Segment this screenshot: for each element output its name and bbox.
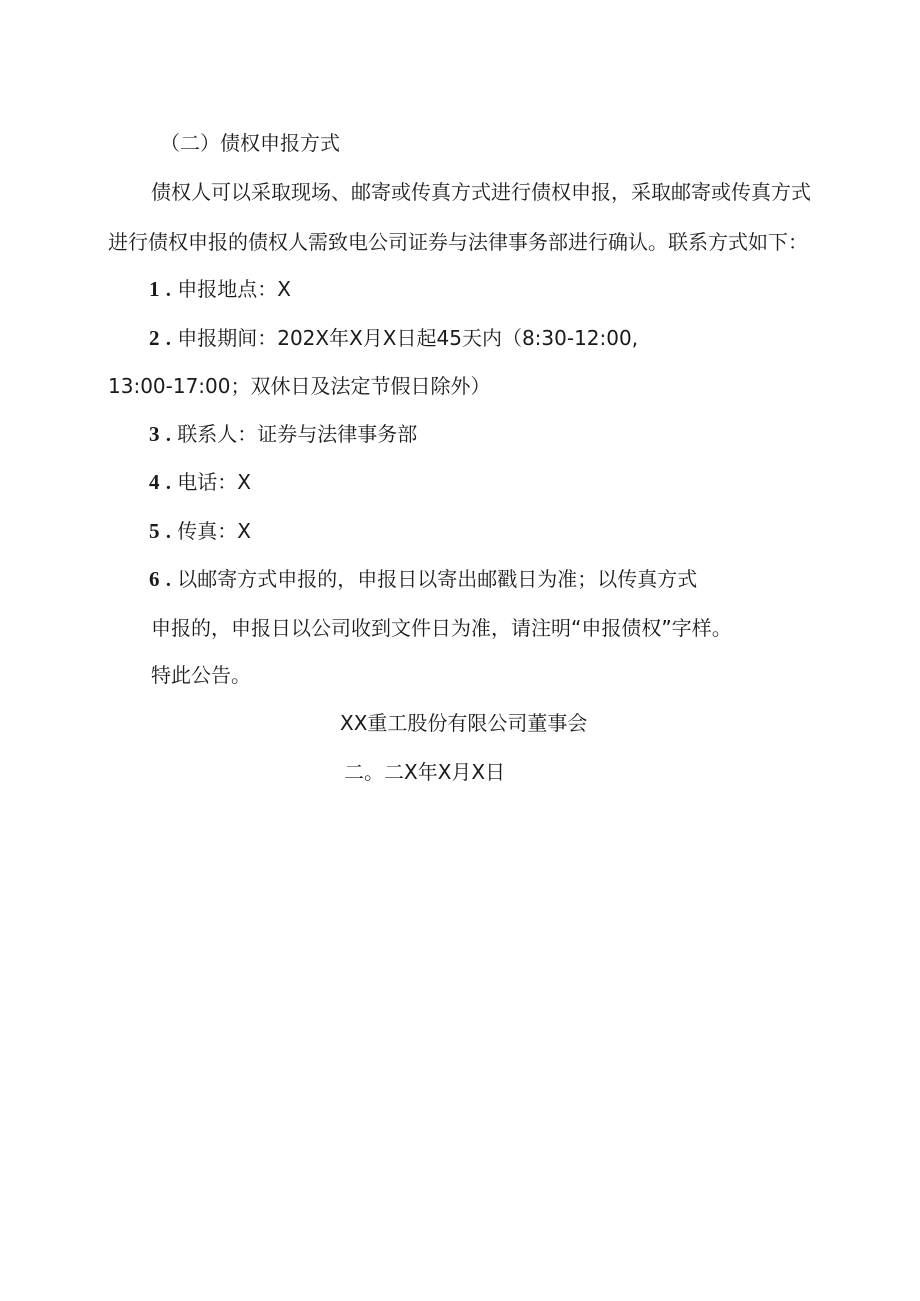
list-item-period-continuation: 13:00-17:00；双休日及法定节假日除外） xyxy=(108,374,491,398)
section-heading: （二）债权申报方式 xyxy=(160,131,340,155)
item-text: 联系人：证券与法律事务部 xyxy=(177,422,418,446)
intro-paragraph-line-1: 债权人可以采取现场、邮寄或传真方式进行债权申报，采取邮寄或传真方式 xyxy=(151,180,811,204)
signature-date: 二。二X年X月X日 xyxy=(344,760,506,784)
item-separator: . xyxy=(165,424,171,446)
item-number: 3 xyxy=(149,422,160,446)
item-separator: . xyxy=(165,569,171,591)
list-item-submission-rule-continuation: 申报的，申报日以公司收到文件日为准，请注明“申报债权”字样。 xyxy=(151,616,732,640)
signer-name: XX重工股份有限公司董事会 xyxy=(340,711,588,735)
item-number: 2 xyxy=(149,326,160,350)
item-separator: . xyxy=(165,521,171,543)
list-item-fax xyxy=(149,517,251,546)
list-item-submission-rule xyxy=(149,565,697,594)
item-text: 申报地点：X xyxy=(177,277,291,301)
item-separator: . xyxy=(165,328,171,350)
item-number: 1 xyxy=(149,277,160,301)
list-item-contact xyxy=(149,420,417,449)
item-text: 电话：X xyxy=(177,470,251,494)
item-number: 4 xyxy=(149,470,160,494)
item-separator: . xyxy=(165,279,171,301)
closing-statement: 特此公告。 xyxy=(151,663,251,687)
item-text: 传真：X xyxy=(177,519,251,543)
item-number: 5 xyxy=(149,519,160,543)
item-text: 申报期间：202X年X月X日起45天内（8:30-12:00, xyxy=(177,326,639,350)
item-text: 以邮寄方式申报的，申报日以寄出邮戳日为准；以传真方式 xyxy=(177,567,698,591)
list-item-phone xyxy=(149,468,251,497)
item-number: 6 xyxy=(149,567,160,591)
intro-paragraph-line-2: 进行债权申报的债权人需致电公司证券与法律事务部进行确认。联系方式如下： xyxy=(108,230,808,254)
list-item-location xyxy=(149,275,291,304)
list-item-period xyxy=(149,324,638,353)
item-separator: . xyxy=(165,472,171,494)
